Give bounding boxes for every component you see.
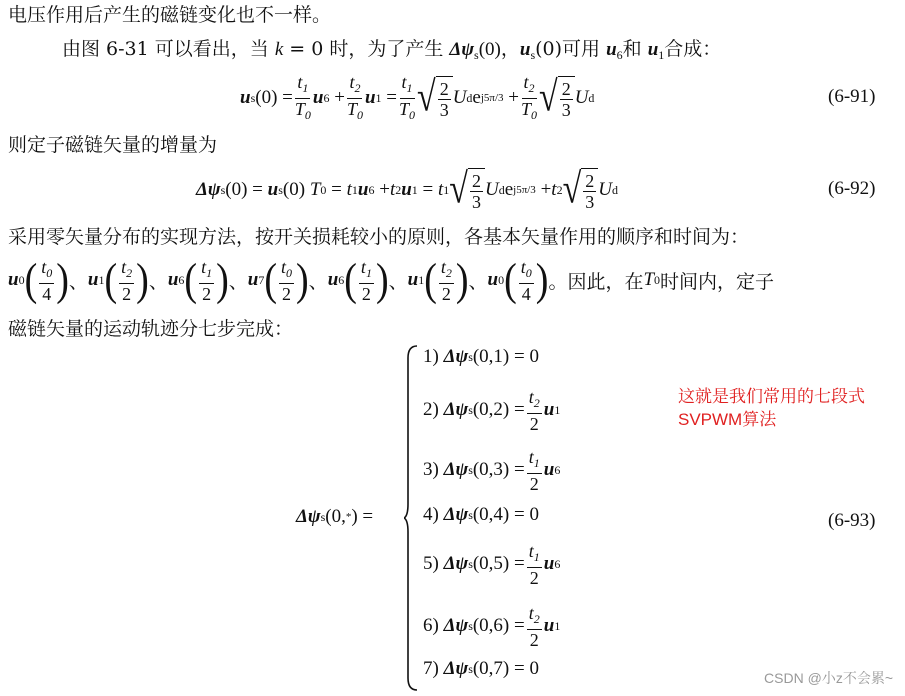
text-frag: (0)可用 — [535, 38, 607, 60]
equation-number: (6-91) — [828, 86, 876, 107]
annotation-line: 这就是我们常用的七段式 — [678, 387, 865, 406]
var-u: u — [519, 39, 531, 60]
equation-6-91: u s (0) = $\frac{t_1}{T_0}$ u 6 + $\frac{t_2}{T_0}$ u 1 = $\frac{t_1}{T_0}$ √ $\frac{2}{3}$ U d e j5π/3 + $\frac{t_2}{T_0}$ √ $\frac{2}{3}$ U d — [240, 71, 595, 122]
annotation-line: SVPWM算法 — [678, 410, 777, 429]
step-row: 1) Δψ s (0,1) = 0 — [423, 346, 539, 367]
left-brace — [404, 344, 418, 692]
delta-psi: Δψ — [449, 39, 475, 60]
text-frag: = 0 时，为了产生 — [283, 38, 450, 60]
equation-number: (6-93) — [828, 510, 876, 531]
annotation-note — [678, 385, 865, 431]
var-T: T — [643, 269, 655, 290]
var-u: u — [606, 39, 617, 60]
text-line-1: 电压作用后产生的磁链变化也不一样。 — [8, 4, 332, 26]
var-u: u — [647, 39, 659, 60]
var-k: k — [274, 39, 284, 60]
step-row: 5) Δψ s (0,5) = $\frac{t_1}{2}$ u 6 — [423, 540, 561, 588]
step-row: 4) Δψ s (0,4) = 0 — [423, 504, 539, 525]
step-row: 2) Δψ s (0,2) = $\frac{t_2}{2}$ u 1 — [423, 386, 561, 434]
vector-sequence: u 0 ( $\frac{t_0}{4}$ ) 、 u 1 ( $\frac{t_2}{2}$ ) 、 u 6 ( $\frac{t_1}{2}$ ) 、 u 7 ( $\frac{t_0}{2}$ ) 、 u 6 ( $\frac{t_1}{2}$ ) 、 u 1 ( $\frac{t_2}{2}$ ) 、 u 0 ( $\frac{t_0}{4}$ ) 。因此，在 T 0 时间内，定子 — [8, 254, 775, 306]
equation-6-92: Δψ s (0) = u s (0) T 0 = t 1 u 6 + t 2 u 1 = t 1 √ $\frac{2}{3}$ U d e j5π/3 + t 2 √ $\frac{2}{3}$ U d — [196, 166, 618, 213]
text-frag: 。因此，在 — [548, 270, 644, 293]
text-frag: 由图 6-31 可以看出，当 — [62, 38, 275, 60]
text-frag: 时间内，定子 — [660, 270, 775, 293]
text-line-2: 由图 6-31 可以看出，当 k = 0 时，为了产生 $\Delta\psi_s(0)$，$u_s(0)$可用 $u_6$和 $u_1$合成： — [62, 38, 722, 62]
text-frag: (0)， — [478, 39, 520, 60]
equation-6-93-lhs: Δψ s (0, * ) = — [296, 506, 374, 527]
text-line-3: 则定子磁链矢量的增量为 — [8, 134, 218, 156]
equation-number: (6-92) — [828, 178, 876, 199]
step-row: 7) Δψ s (0,7) = 0 — [423, 658, 539, 679]
text-frag: 和 — [622, 38, 648, 60]
step-row: 6) Δψ s (0,6) = $\frac{t_2}{2}$ u 1 — [423, 602, 561, 650]
watermark: CSDN @小z不会累~ — [764, 670, 893, 686]
text-frag: 合成： — [664, 38, 722, 60]
step-row: 3) Δψ s (0,3) = $\frac{t_1}{2}$ u 6 — [423, 446, 561, 494]
text-line-4: 采用零矢量分布的实现方法，按开关损耗较小的原则，各基本矢量作用的顺序和时间为： — [8, 226, 750, 248]
text-line-5: 磁链矢量的运动轨迹分七步完成： — [8, 318, 294, 340]
